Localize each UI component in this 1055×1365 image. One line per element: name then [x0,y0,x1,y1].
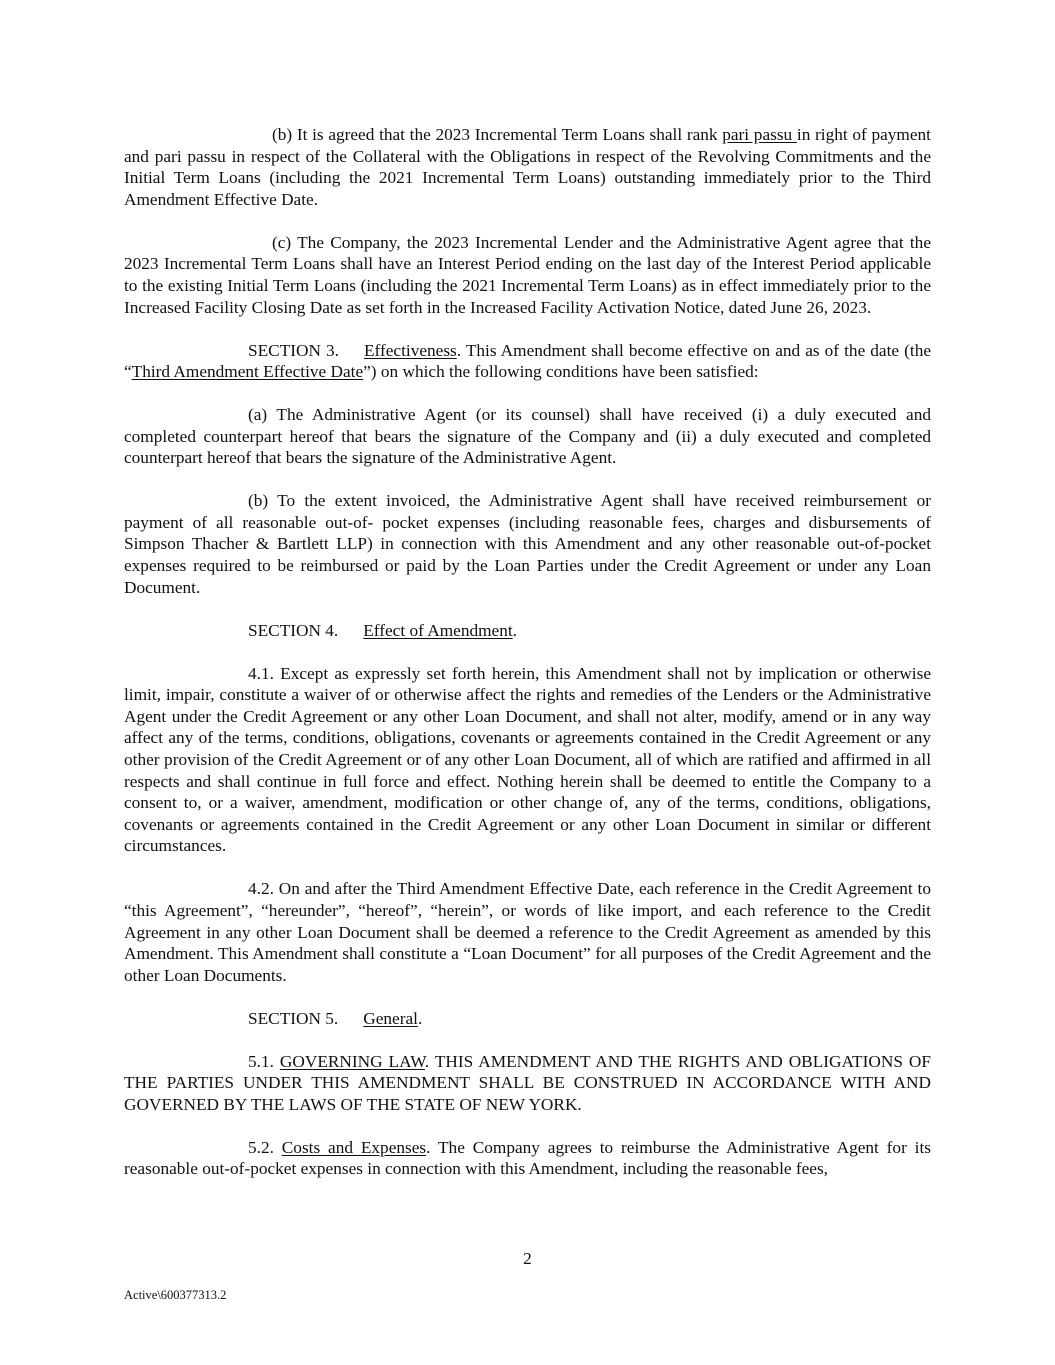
section-4-heading [124,620,931,642]
section-text: . [417,1008,423,1028]
document-footer-id: Active\600377313.2 [124,1288,227,1302]
page-number: 2 [523,1249,532,1268]
underlined-term: pari passu [722,125,797,144]
paragraph-text: in right of payment and pari passu in respect of the Collateral with the Obligations in respect of the Revolving Commitments and the Initial Term Loans (including the 2021 Incremental Term Loans) outstanding immediately prior to the Third Amendment Effective Date. [124,125,931,209]
clause-text: . The Company agrees to reimburse the Administrative Agent for its reasonable out-of-pocket expenses in connection with this Amendment, including the reasonable fees, [124,1137,932,1179]
paragraph-3b: (b) To the extent invoiced, the Administrative Agent shall have received reimbursement or payment of all reasonable out-of- pocket expenses (including reasonable fees, charges and disbursements of Simpson Thacher & Bartlett LLP) in connection with this Amendment and any other reasonable out-of-pocket expenses required to be reimbursed or paid by the Loan Parties under the Credit Agreement or under any Loan Document. [124,491,931,597]
clause-text: . THIS AMENDMENT AND THE RIGHTS AND OBLIGATIONS OF THE PARTIES UNDER THIS AMENDMENT SHALL BE CONSTRUED IN ACCORDANCE WITH AND GOVERNED BY THE LAWS OF THE STATE OF NEW YORK. [124,1051,931,1114]
section-number: SECTION 5. [248,1008,339,1028]
document-body [124,124,931,1201]
paragraph-2b [124,124,931,210]
paragraph-3a: (a) The Administrative Agent (or its counsel) shall have received (i) a duly executed and completed counterpart hereof that bears the signature of the Company and (ii) a duly executed and completed counterpart hereof that bears the signature of the Administrative Agent. [124,405,931,468]
paragraph-4-1: 4.1. Except as expressly set forth herein, this Amendment shall not by implication or otherwise limit, impair, constitute a waiver of or otherwise affect the rights and remedies of the Lenders or the Administrative Agent under the Credit Agreement or any other Loan Document, and shall not alter, modify, amend or in any way affect any of the terms, conditions, obligations, covenants or agreements contained in the Credit Agreement or any other provision of the Credit Agreement or of any other Loan Document, all of which are ratified and affirmed in all respects and shall continue in full force and effect. Nothing herein shall be deemed to entitle the Company to a consent to, or a waiver, amendment, modification or other change of, any of the terms, conditions, obligations, covenants or agreements contained in the Credit Agreement or any other Loan Document in similar or different circumstances. [124,663,931,856]
paragraph-text: (b) It is agreed that the 2023 Incremental Term Loans shall rank [272,125,723,144]
paragraph-4-2: 4.2. On and after the Third Amendment Effective Date, each reference in the Credit Agreement to “this Agreement”, “hereunder”, “hereof”, “herein”, or words of like import, and each reference to the Credit Agreement in any other Loan Document shall be deemed a reference to the Credit Agreement as amended by this Amendment. This Amendment shall constitute a “Loan Document” for all purposes of the Credit Agreement and the other Loan Documents. [124,879,931,985]
section-title: Effectiveness [364,340,457,360]
section-number: SECTION 4. [248,620,339,640]
section-text: . [512,620,517,640]
section-5-heading [124,1008,931,1030]
paragraph-5-1 [124,1051,931,1116]
section-text: . This Amendment shall become effective on and as of the date (the “ [124,340,932,382]
section-3-heading [124,340,931,383]
section-title: General [363,1008,418,1028]
clause-number: 5.1. [248,1051,280,1071]
section-number: SECTION 3. [248,340,339,360]
defined-term: Third Amendment Effective Date [131,362,364,382]
section-text: ”) on which the following conditions have been satisfied: [363,362,759,382]
clause-title: GOVERNING LAW [279,1051,425,1071]
clause-number: 5.2. [248,1137,282,1157]
paragraph-2c: (c) The Company, the 2023 Incremental Lender and the Administrative Agent agree that the 2023 Incremental Term Loans shall have an Interest Period ending on the last day of the Interest Period applicable to the existing Initial Term Loans (including the 2021 Incremental Term Loans) as in effect immediately prior to the Increased Facility Closing Date as set forth in the Increased Facility Activation Notice, dated June 26, 2023. [124,232,931,317]
clause-title: Costs and Expenses [281,1137,427,1157]
paragraph-5-2 [124,1137,931,1180]
section-title: Effect of Amendment [363,620,513,640]
